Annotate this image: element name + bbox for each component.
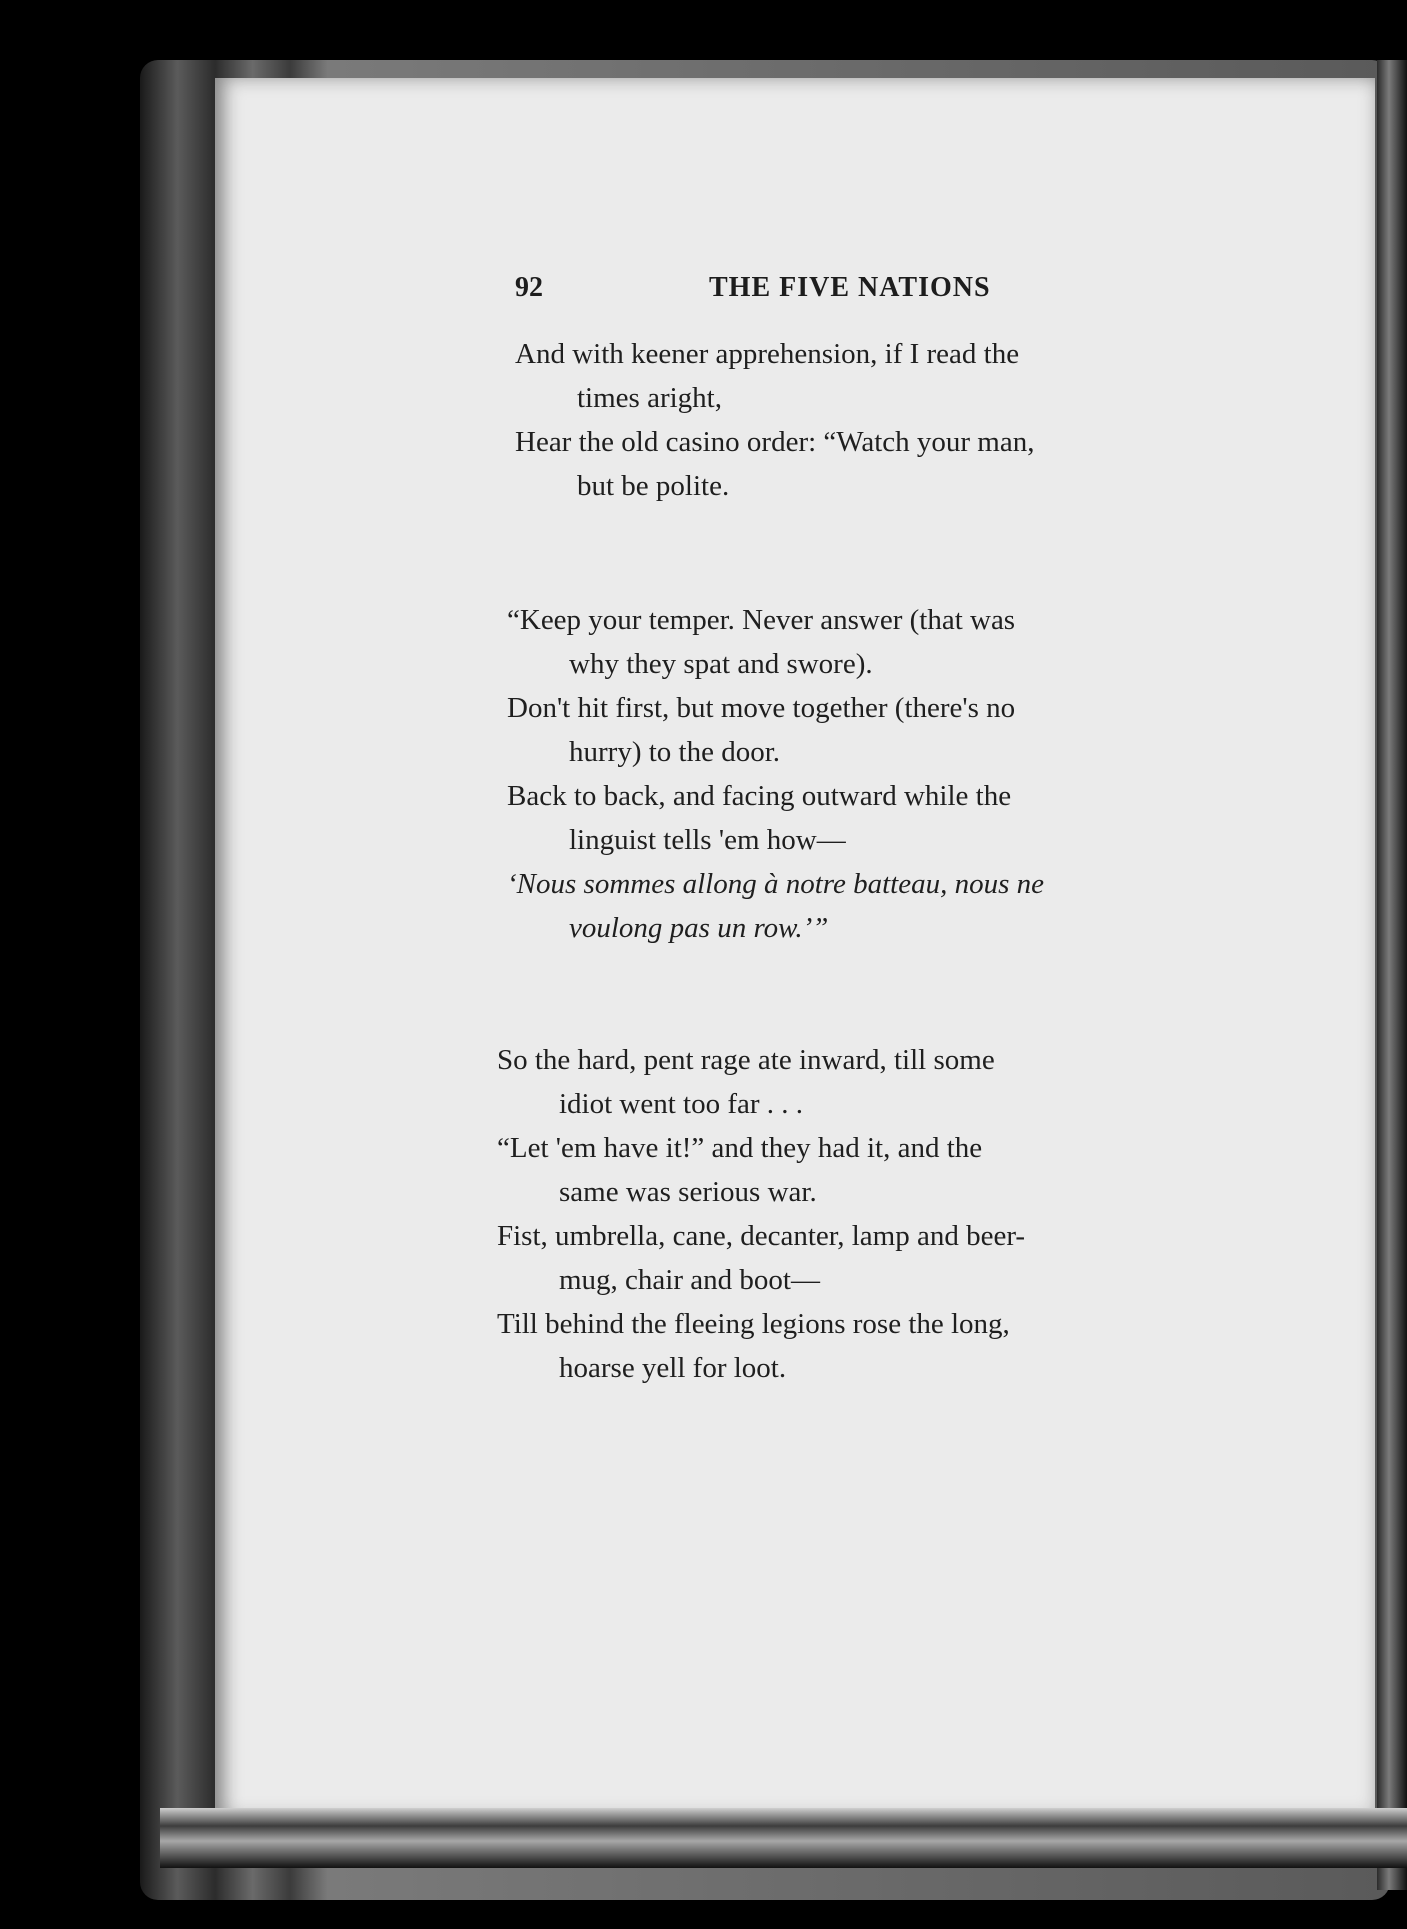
stanza-2 <box>507 598 1207 950</box>
verse-line: Fist, umbrella, cane, decanter, lamp and beer- mug, chair and boot— <box>497 1220 1026 1296</box>
book-right-edge <box>1377 60 1407 1890</box>
page-number: 92 <box>515 272 543 303</box>
verse-line: Back to back, and facing outward while the linguist tells 'em how— <box>507 780 1012 856</box>
running-head: THE FIVE NATIONS <box>709 272 991 303</box>
stanza-3 <box>497 1038 1197 1390</box>
verse-line: Don't hit first, but move together (there's no hurry) to the door. <box>507 692 1016 768</box>
verse-line: So the hard, pent rage ate inward, till some idiot went too far . . . <box>497 1044 995 1120</box>
stanza-1 <box>515 332 1215 508</box>
verse-line: And with keener apprehension, if I read the times aright, <box>515 338 1020 414</box>
verse-line: Till behind the fleeing legions rose the long, hoarse yell for loot. <box>497 1308 1010 1384</box>
verse-line: “Keep your temper. Never answer (that was why they spat and swore). <box>507 604 1016 680</box>
verse-line-french: ‘Nous sommes allong à notre batteau, nous ne voulong pas un row.’” <box>507 868 1045 944</box>
page-header <box>515 272 1025 312</box>
verse-line: Hear the old casino order: “Watch your man, but be polite. <box>515 426 1035 502</box>
verse-line: “Let 'em have it!” and they had it, and the same was serious war. <box>497 1132 983 1208</box>
book-bottom-edge <box>160 1808 1407 1868</box>
